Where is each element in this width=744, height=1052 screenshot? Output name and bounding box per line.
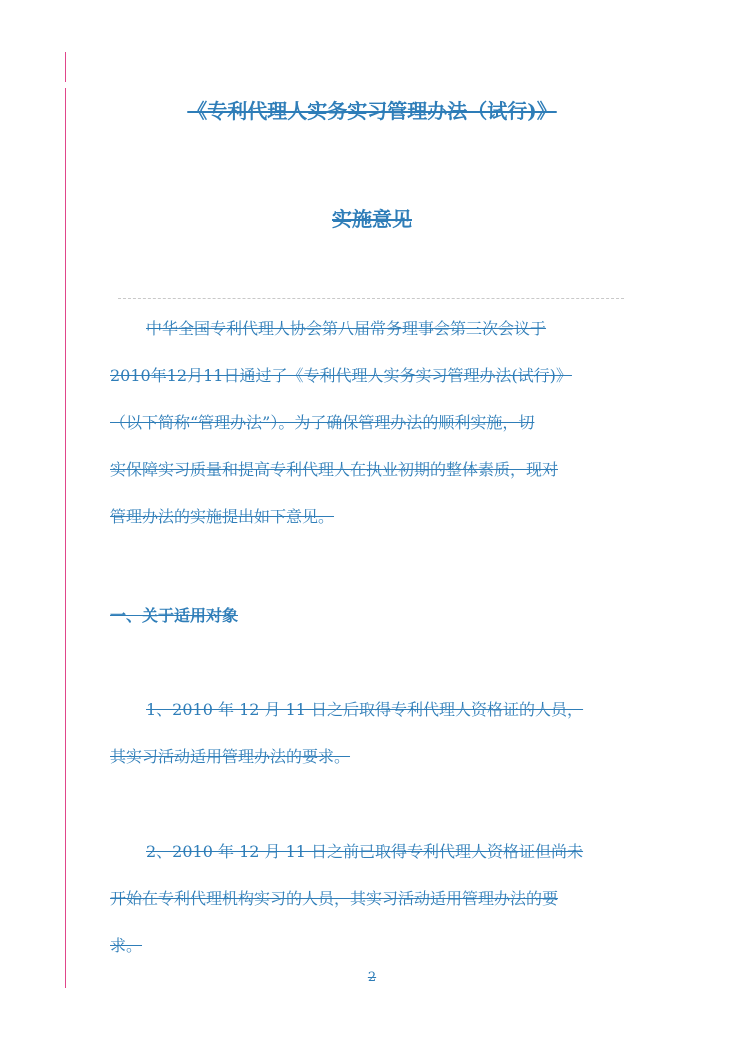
paragraph-line: （以下简称“管理办法”）。为了确保管理办法的顺利实施，切 bbox=[110, 413, 535, 432]
paragraph-line: 1、2010 年 12 月 11 日之后取得专利代理人资格证的人员， bbox=[146, 700, 584, 719]
paragraph-line: 管理办法的实施提出如下意见。 bbox=[110, 507, 335, 526]
paragraph-line: 2、2010 年 12 月 11 日之前已取得专利代理人资格证但尚未 bbox=[146, 842, 584, 861]
section-separator bbox=[118, 298, 624, 299]
page-number: 2 bbox=[367, 970, 377, 985]
paragraph-line: 实保障实习质量和提高专利代理人在执业初期的整体素质，现对 bbox=[110, 460, 559, 479]
section-heading: 一、关于适用对象 bbox=[110, 606, 239, 625]
intro-paragraph bbox=[110, 305, 634, 540]
document-subtitle bbox=[0, 203, 744, 232]
document-title-text: 《专利代理人实务实习管理办法（试行)》 bbox=[187, 99, 557, 123]
item-2-paragraph bbox=[110, 828, 634, 969]
paragraph-line: 2010年12月11日通过了《专利代理人实务实习管理办法(试行)》 bbox=[110, 366, 572, 385]
document-subtitle-text: 实施意见 bbox=[332, 207, 412, 231]
item-1-paragraph bbox=[110, 686, 634, 780]
paragraph-line: 求。 bbox=[110, 936, 143, 955]
margin-line-top bbox=[65, 52, 66, 82]
paragraph-line: 其实习活动适用管理办法的要求。 bbox=[110, 747, 351, 766]
paragraph-line: 中华全国专利代理人协会第八届常务理事会第三次会议于 bbox=[146, 319, 547, 338]
document-title bbox=[0, 95, 744, 124]
paragraph-line: 开始在专利代理机构实习的人员，其实习活动适用管理办法的要 bbox=[110, 889, 559, 908]
